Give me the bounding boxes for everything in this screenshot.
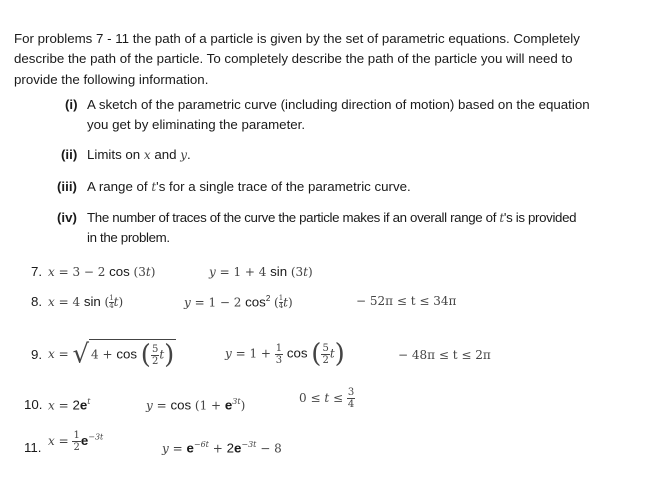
- x-equation: [48, 264, 155, 279]
- denominator: 2: [151, 355, 159, 367]
- math-paren: ): [118, 295, 124, 309]
- math-paren: ): [150, 265, 156, 279]
- math-var: t: [145, 265, 151, 279]
- math-op: =: [54, 398, 73, 413]
- math-var: t: [324, 391, 330, 406]
- math-e: e: [80, 433, 89, 449]
- math-func: cos: [109, 264, 130, 279]
- numerator: 1: [275, 342, 283, 354]
- math-op: −: [216, 295, 234, 310]
- math-func: cos: [116, 346, 138, 362]
- math-num: 2: [72, 397, 80, 413]
- math-num: 4: [72, 295, 81, 309]
- math-var: x: [48, 434, 55, 449]
- fraction: [275, 343, 283, 366]
- y-equation: [184, 294, 293, 310]
- denominator: 2: [322, 354, 329, 366]
- math-func: cos: [245, 294, 266, 310]
- math-var: t: [113, 295, 119, 309]
- denominator: 4: [109, 301, 114, 310]
- math-var: y: [184, 295, 191, 310]
- intro-line-2: describe the path of the particle. To completely describe the path of the particle you will need to: [14, 51, 573, 67]
- math-op: =: [152, 398, 171, 413]
- math-op: =: [54, 347, 73, 362]
- denominator: 3: [275, 354, 283, 366]
- math-e: e: [224, 397, 233, 413]
- problem-number: 9.: [31, 347, 43, 362]
- math-var: x: [48, 295, 55, 309]
- math-var: t: [283, 295, 288, 310]
- math-var: y: [146, 398, 153, 413]
- requirement-label: (iii): [57, 179, 77, 194]
- math-op: −: [80, 265, 98, 279]
- requirement-label: (ii): [61, 147, 78, 162]
- x-equation: [48, 294, 123, 310]
- math-func: sin: [270, 264, 288, 279]
- math-paren: ): [287, 295, 293, 310]
- math-var: x: [48, 347, 55, 362]
- requirement-text-line: [87, 208, 632, 228]
- denominator: 4: [278, 302, 284, 311]
- math-paren: (: [311, 339, 322, 369]
- math-op: =: [190, 295, 209, 310]
- math-e: e: [186, 440, 194, 456]
- requirement-text-line: A sketch of the parametric curve (including direction of motion) based on the equation: [87, 97, 590, 112]
- problem-number: 11.: [24, 440, 42, 455]
- math-var: y: [209, 265, 216, 279]
- math-paren: ): [308, 265, 313, 279]
- math-paren: (: [133, 265, 139, 279]
- math-num: 1: [208, 295, 217, 310]
- sqrt-radicand: [89, 339, 176, 370]
- math-num: 1: [249, 346, 258, 361]
- math-paren: (: [194, 398, 200, 413]
- math-op: +: [98, 347, 117, 362]
- denominator: 2: [73, 442, 80, 453]
- math-op: =: [215, 265, 234, 279]
- numerator: 5: [322, 342, 329, 354]
- math-e: e: [233, 440, 242, 456]
- exponent: −3t: [241, 440, 257, 449]
- requirement-text: [87, 208, 632, 248]
- x-equation: [48, 430, 103, 453]
- problem-number: 7.: [31, 264, 43, 279]
- math-op: +: [208, 441, 227, 456]
- math-paren: ): [240, 398, 246, 413]
- requirement-label: (iv): [57, 210, 77, 225]
- exponent: −3t: [88, 432, 104, 442]
- fraction: [72, 430, 80, 453]
- math-op: −: [256, 441, 275, 456]
- numerator: 1: [73, 430, 80, 441]
- numerator: 3: [347, 387, 355, 398]
- math-paren: ): [334, 339, 345, 369]
- problem-8: [31, 293, 457, 311]
- math-var: y: [180, 148, 188, 162]
- problem-11: [24, 430, 282, 456]
- requirement-label: (i): [65, 97, 78, 112]
- math-num: 1: [199, 398, 208, 413]
- sqrt-sign: √: [72, 339, 90, 370]
- requirement-text-line: in the problem.: [87, 230, 170, 245]
- math-var: x: [48, 265, 55, 279]
- math-paren: (: [140, 340, 151, 370]
- math-var: t: [329, 346, 335, 361]
- math-num: 8: [274, 441, 282, 456]
- x-equation: [48, 339, 176, 370]
- math-func: cos: [286, 345, 308, 361]
- math-num: 2: [226, 440, 234, 456]
- exponent: t: [87, 397, 91, 406]
- requirement-text-line: you get by eliminating the parameter.: [87, 117, 306, 132]
- math-num: 3: [72, 265, 81, 279]
- y-equation: [209, 264, 313, 279]
- t-range: − 48π ≤ t ≤ 2π: [398, 348, 491, 362]
- math-var: t: [159, 347, 165, 362]
- math-op: ≤: [329, 391, 347, 406]
- math-paren: (: [104, 295, 110, 309]
- math-var: x: [48, 398, 55, 413]
- exponent: 2: [265, 294, 271, 303]
- math-var: x: [143, 148, 151, 162]
- denominator: 4: [347, 399, 355, 410]
- text: 's is provided: [503, 210, 577, 225]
- fraction: [321, 343, 329, 366]
- t-range: [299, 387, 355, 410]
- math-var: t: [303, 265, 308, 279]
- math-op: +: [257, 346, 275, 361]
- math-op: +: [207, 398, 225, 413]
- requirement-text: [87, 95, 632, 135]
- math-num: 2: [233, 295, 242, 310]
- text: and: [150, 147, 181, 162]
- requirement-text: [87, 145, 632, 165]
- math-paren: (: [274, 295, 279, 310]
- fraction: [347, 387, 355, 410]
- intro-paragraph: [14, 29, 636, 90]
- text: The number of traces of the curve the particle makes if an overall range of: [87, 210, 500, 225]
- t-range: − 52π ≤ t ≤ 34π: [356, 294, 457, 308]
- math-var: y: [162, 441, 169, 456]
- numerator: 5: [151, 343, 159, 355]
- exponent: −6t: [193, 440, 209, 449]
- problem-number: 8.: [31, 294, 43, 309]
- math-op: ≤: [306, 391, 325, 406]
- x-equation: [48, 397, 91, 412]
- intro-line-3: provide the following information.: [14, 71, 209, 87]
- y-equation: [162, 440, 282, 455]
- math-var: t: [151, 180, 157, 194]
- problem-7: [31, 264, 313, 279]
- math-func: cos: [170, 397, 192, 413]
- exponent: 3t: [232, 397, 241, 406]
- numerator: 1: [278, 294, 284, 303]
- text: 's for a single trace of the parametric curve.: [156, 179, 411, 194]
- requirement-text: [87, 177, 632, 197]
- intro-line-1: For problems 7 - 11 the path of a particle is given by the set of parametric equations. Completely: [14, 31, 580, 46]
- math-num: 3: [295, 265, 304, 279]
- y-equation: [146, 397, 245, 412]
- math-op: =: [54, 295, 73, 309]
- math-e: e: [79, 397, 88, 413]
- math-op: =: [168, 441, 187, 456]
- text: A range of: [87, 179, 152, 194]
- math-op: =: [231, 346, 250, 361]
- math-op: +: [241, 265, 259, 279]
- text: .: [187, 147, 191, 162]
- problem-number: 10.: [24, 397, 43, 412]
- math-paren: ): [164, 340, 175, 370]
- math-paren: (: [290, 265, 296, 279]
- math-num: 4: [91, 347, 99, 362]
- text: Limits on: [87, 147, 144, 162]
- math-num: 4: [258, 265, 267, 279]
- math-var: y: [225, 346, 232, 361]
- math-num: 3: [138, 265, 146, 279]
- math-num: 1: [233, 265, 242, 279]
- y-equation: [225, 339, 345, 369]
- math-func: sin: [83, 294, 101, 309]
- math-num: 2: [97, 265, 106, 279]
- math-var: t: [499, 211, 504, 225]
- math-op: =: [54, 265, 73, 279]
- math-num: 0: [299, 391, 307, 406]
- math-op: =: [54, 434, 73, 449]
- numerator: 1: [109, 293, 114, 302]
- problem-10: [24, 387, 355, 413]
